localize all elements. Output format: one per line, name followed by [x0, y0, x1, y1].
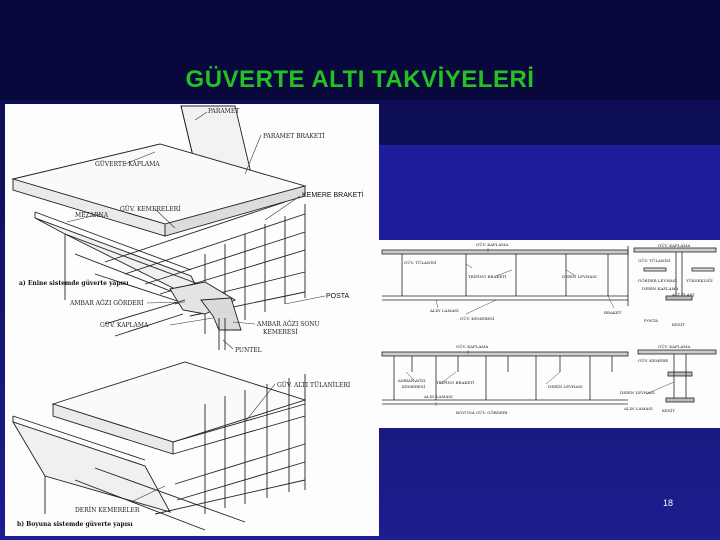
label-guv-tulanisi-r: GÜV. TÜLANİSİ: [638, 258, 671, 263]
label-kesit: KESİT: [672, 322, 685, 327]
label-yuksekligi: YÜKSEKLİĞİ: [686, 278, 713, 283]
longitudinal-girder-section-svg: [376, 342, 720, 428]
label-guv-tulanisi: GÜV. TÜLANİSİ: [404, 260, 437, 265]
label-kemere-braketi: KEMERE BRAKETİ: [302, 192, 364, 199]
label-derin-kaplama: DERİN KAPLAMA: [642, 286, 679, 291]
label-guv-kaplama: GÜV. KAPLAMA: [100, 322, 149, 329]
label-ambar-agzi: AMBAR AĞZI: [398, 378, 426, 383]
label-alin-lamasi: ALIN LAMASI: [430, 308, 459, 313]
label-guv-kemeresi: GÜV. KEMERESİ: [460, 316, 495, 321]
deck-girder-section-drawing: [376, 240, 720, 344]
label-paramet: PARAMET: [208, 108, 240, 115]
label-guv-kaplama-r: GÜV. KAPLAMA: [658, 344, 691, 349]
label-derin-levhasi-r: DERİN LEVHASI: [620, 390, 655, 395]
accent-band: [370, 145, 720, 255]
label-ambar-agzi-gorderi: AMBAR AĞZI GÖRDERİ: [70, 300, 144, 307]
label-tripping-braketi: TRİPİNG BRAKETİ: [436, 380, 475, 385]
deck-structure-svg: [5, 104, 379, 536]
label-tripping-braketi: TRİPİNG BRAKETİ: [468, 274, 507, 279]
label-derin-kemereler: DERİN KEMERELER: [75, 507, 140, 514]
label-derin-levhasi: DERİN LEVHASI: [562, 274, 597, 279]
label-paramet-braketi: PARAMET BRAKETİ: [263, 133, 325, 140]
caption-transverse: a) Enine sistemde güverte yapısı: [19, 280, 129, 287]
label-posta: POSTA: [644, 318, 659, 323]
label-boyuna-gorderi: BOYUNA GÜV. GÖRDERİ: [456, 410, 508, 415]
slide-title: GÜVERTE ALTI TAKVİYELERİ: [185, 66, 535, 93]
label-alin-lamasi: ALIN LAMASI: [424, 394, 453, 399]
label-derin-levhasi: DERİN LEVHASI: [548, 384, 583, 389]
label-guv-kemere: GÜV. KEMERE: [638, 358, 669, 363]
deck-girder-section-svg: [376, 240, 720, 344]
label-alt-flanj: ALT FLANJ: [672, 292, 695, 297]
label-kemeresi: KEMERESİ: [402, 384, 426, 389]
longitudinal-girder-section-drawing: [376, 342, 720, 428]
label-ambar-agzi-sonu: AMBAR AĞZI SONU: [257, 321, 320, 328]
deck-structure-drawing: [5, 104, 379, 536]
label-guv-alti-tulanileri: GÜV. ALTI TÜLANİLERİ: [277, 382, 351, 389]
label-posta: POSTA: [326, 293, 350, 300]
label-guv-kaplama: GÜV. KAPLAMA: [476, 242, 509, 247]
label-alin-lamasi-r: ALIN LAMASI: [624, 406, 653, 411]
label-guv-kaplama: GÜV. KAPLAMA: [456, 344, 489, 349]
label-mezarna: MEZARNA: [75, 212, 109, 219]
page-number: 18: [662, 498, 673, 508]
label-puntel: PUNTEL: [235, 347, 262, 354]
label-gorder-levhasi: GÖRDER LEVHASI: [638, 278, 678, 283]
label-kesit: KESİT: [662, 408, 675, 413]
label-kemeresi: KEMERESİ: [263, 329, 298, 336]
caption-longitudinal: b) Boyuna sistemde güverte yapısı: [17, 521, 133, 528]
label-guverte-kaplama: GÜVERTE KAPLAMA: [95, 161, 160, 168]
label-guv-kaplama-r: GÜV. KAPLAMA: [658, 243, 691, 248]
label-guv-kemereleri: GÜV. KEMERELERİ: [120, 206, 181, 213]
label-braket: BRAKET: [604, 310, 622, 315]
